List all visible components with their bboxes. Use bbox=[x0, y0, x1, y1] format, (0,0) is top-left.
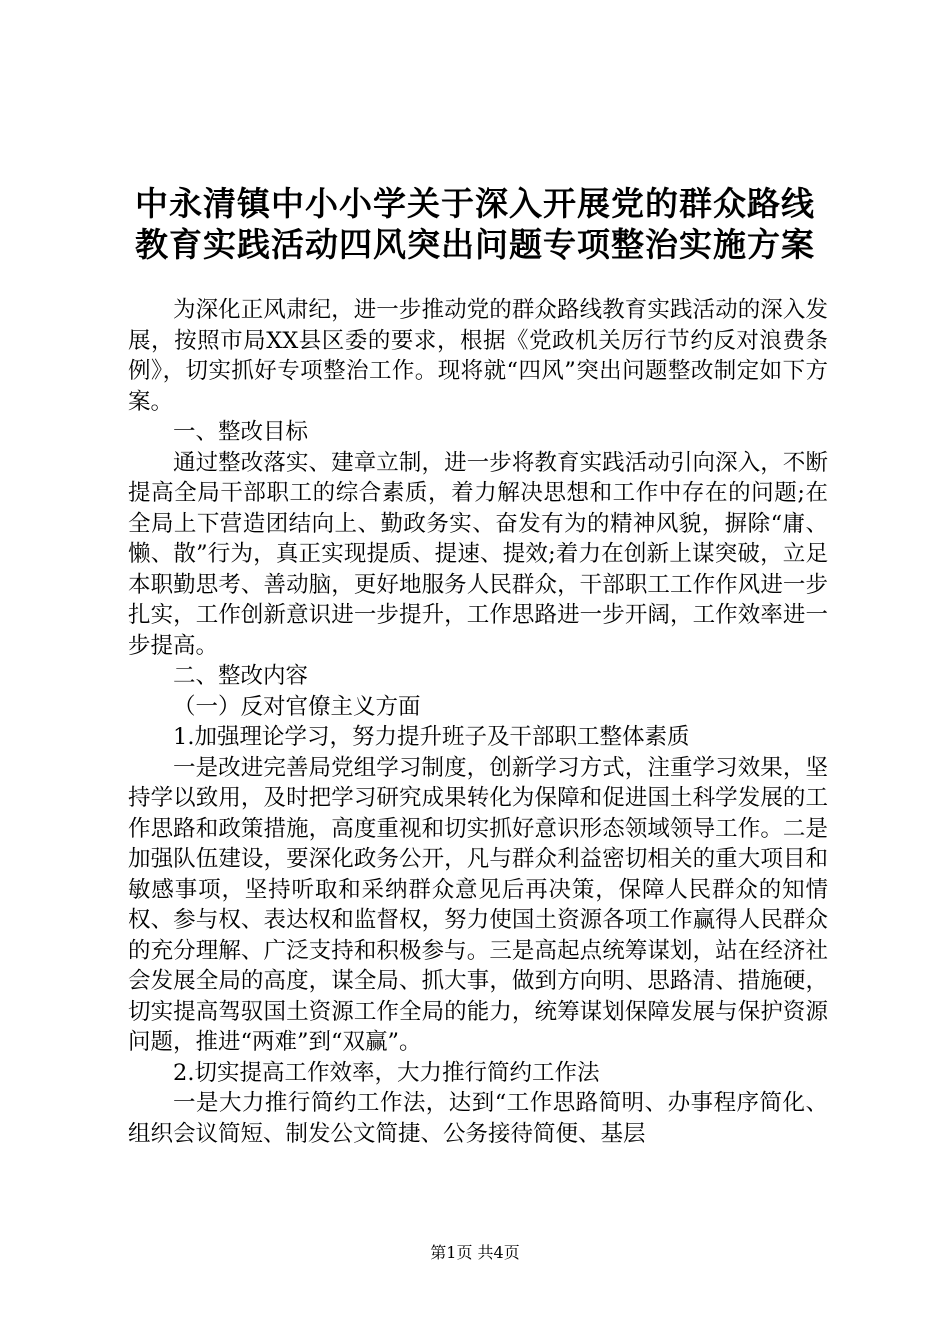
document-title-line-1: 中永清镇中小小学关于深入开展党的群众路线 bbox=[135, 184, 815, 223]
paragraph-goals: 通过整改落实、建章立制，进一步将教育实践活动引向深入，不断提高全局干部职工的综合素质，着力解决思想和工作中存在的问题;在全局上下营造团结向上、勤政务实、奋发有为的精神风貌，摒除“庸、懒、散”行为，真正实现提质、提速、提效;着力在创新上谋突破，立足本职勤思考、善动脑，更好地服务人民群众，干部职工工作作风进一步扎实，工作创新意识进一步提升，工作思路进一步开阔，工作效率进一步提高。 bbox=[128, 449, 828, 659]
item-heading-2: 2.切实提高工作效率，大力推行简约工作法 bbox=[173, 1059, 600, 1086]
page-number: 第1页 共4页 bbox=[430, 1243, 520, 1262]
document-title-line-2: 教育实践活动四风突出问题专项整治实施方案 bbox=[135, 225, 815, 264]
item-heading-1: 1.加强理论学习，努力提升班子及干部职工整体素质 bbox=[173, 724, 690, 750]
document-body bbox=[128, 295, 828, 1149]
paragraph-item-2: 一是大力推行简约工作法，达到“工作思路简明、办事程序简化、组织会议简短、制发公文简捷、公务接待简便、基层 bbox=[128, 1090, 828, 1147]
section-heading-goals: 一、整改目标 bbox=[173, 419, 309, 445]
subsection-heading-bureaucracy: （一）反对官僚主义方面 bbox=[173, 693, 421, 720]
paragraph-intro: 为深化正风肃纪，进一步推动党的群众路线教育实践活动的深入发展，按照市局XX县区委的要求，根据《党政机关厉行节约反对浪费条例》，切实抓好专项整治工作。现将就“四风”突出问题整改制定如下方案。 bbox=[128, 297, 828, 415]
paragraph-item-1: 一是改进完善局党组学习制度，创新学习方式，注重学习效果，坚持学以致用，及时把学习研究成果转化为保障和促进国土科学发展的工作思路和政策措施，高度重视和切实抓好意识形态领域领导工作。二是加强队伍建设，要深化政务公开，凡与群众利益密切相关的重大项目和敏感事项，坚持听取和采纳群众意见后再决策，保障人民群众的知情权、参与权、表达权和监督权，努力使国土资源各项工作赢得人民群众的充分理解、广泛支持和积极参与。三是高起点统筹谋划，站在经济社会发展全局的高度，谋全局、抓大事，做到方向明、思路清、措施硬，切实提高驾驭国土资源工作全局的能力，统筹谋划保障发展与保护资源问题，推进“两难”到“双赢”。 bbox=[128, 754, 828, 1055]
section-heading-content: 二、整改内容 bbox=[173, 663, 309, 689]
